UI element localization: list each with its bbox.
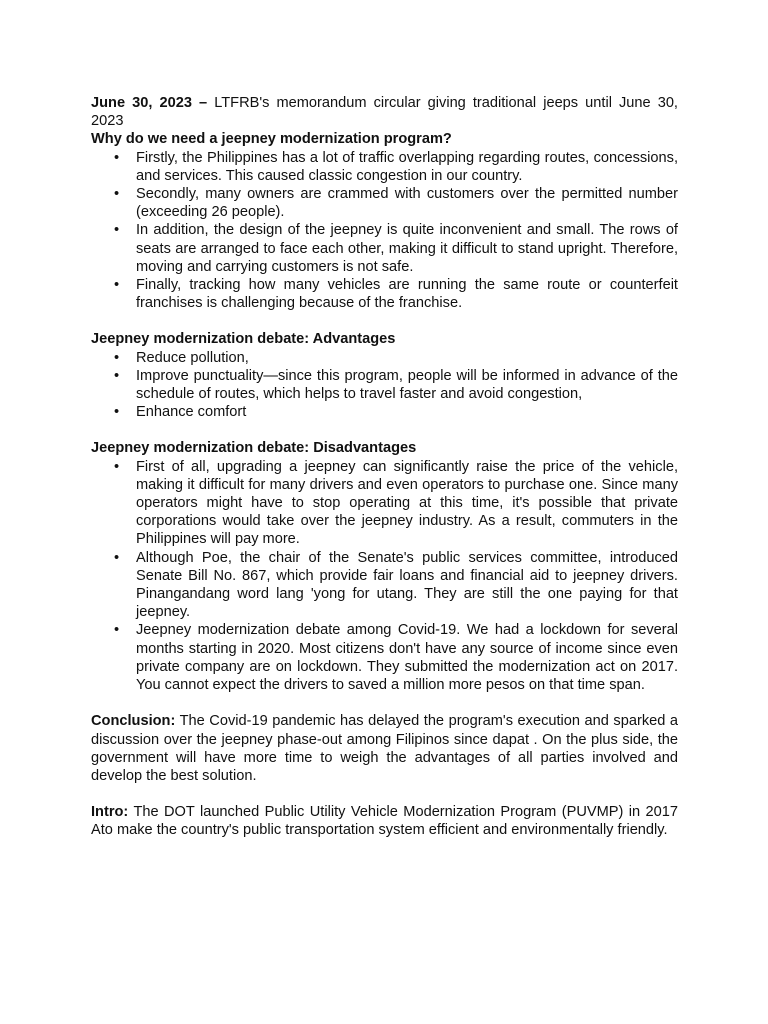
timeline-text: LTFRB's memorandum circular giving traditional jeeps until June 30, 2023 xyxy=(91,95,678,130)
document-body xyxy=(91,94,678,840)
conclusion-text: The Covid-19 pandemic has delayed the program's execution and sparked a discussion over the jeepney phase-out among Filipinos since dapat . On the plus side, the government will have more time to weigh the advantages of all parties involved and develop the best solution. xyxy=(91,713,679,784)
list-item: • Enhance comfort xyxy=(91,403,678,421)
why-heading: Why do we need a jeepney modernization program? xyxy=(91,131,452,148)
list-item: • In addition, the design of the jeepney is quite inconvenient and small. The rows of seats are arranged to face each other, making it difficult to stand upright. Therefore, moving and carrying customers is not safe. xyxy=(91,221,678,276)
list-item: • Finally, tracking how many vehicles are running the same route or counterfeit franchises is challenging because of the franchise. xyxy=(91,276,678,312)
disadvantages-list xyxy=(91,458,678,695)
advantages-heading: Jeepney modernization debate: Advantages xyxy=(91,331,396,348)
timeline-entry xyxy=(91,94,678,130)
conclusion-paragraph xyxy=(91,712,678,785)
list-item: • Although Poe, the chair of the Senate's public services committee, introduced Senate Bill No. 867, which provide fair loans and financial aid to jeepney drivers. Pinangandang word lang 'yong for utang. They are still the one paying for that jeepney. xyxy=(91,549,678,622)
list-item: • Jeepney modernization debate among Covid-19. We had a lockdown for several months starting in 2020. Most citizens don't have any source of income since even private company are on lockdown. They submitted the modernization act on 2017. You cannot expect the drivers to saved a million more pesos on that time span. xyxy=(91,621,678,694)
spacer xyxy=(91,694,678,712)
list-item: • First of all, upgrading a jeepney can significantly raise the price of the vehicle, making it difficult for many drivers and even operators to purchase one. Since many operators might have to stop operating at this time, it's possible that private corporations would take over the jeepney industry. As a result, commuters in the Philippines will pay more. xyxy=(91,458,678,549)
list-item: • Secondly, many owners are crammed with customers over the permitted number (exceeding 26 people). xyxy=(91,185,678,221)
why-list xyxy=(91,149,678,313)
spacer xyxy=(91,785,678,803)
intro-text: The DOT launched Public Utility Vehicle Modernization Program (PUVMP) in 2017 Ato make the country's public transportation system efficient and environmentally friendly. xyxy=(91,804,678,839)
intro-label: Intro: xyxy=(91,804,129,821)
list-item: • Reduce pollution, xyxy=(91,349,678,367)
spacer xyxy=(91,421,678,439)
spacer xyxy=(91,312,678,330)
list-item: • Improve punctuality—since this program, people will be informed in advance of the schedule of routes, which helps to travel faster and avoid congestion, xyxy=(91,367,678,403)
disadvantages-heading: Jeepney modernization debate: Disadvantages xyxy=(91,440,417,457)
list-item: • Firstly, the Philippines has a lot of traffic overlapping regarding routes, concessions, and services. This caused classic congestion in our country. xyxy=(91,149,678,185)
timeline-date: June 30, 2023 – xyxy=(91,95,208,111)
intro-paragraph xyxy=(91,803,678,839)
advantages-list xyxy=(91,349,678,422)
conclusion-label: Conclusion: xyxy=(91,713,176,730)
